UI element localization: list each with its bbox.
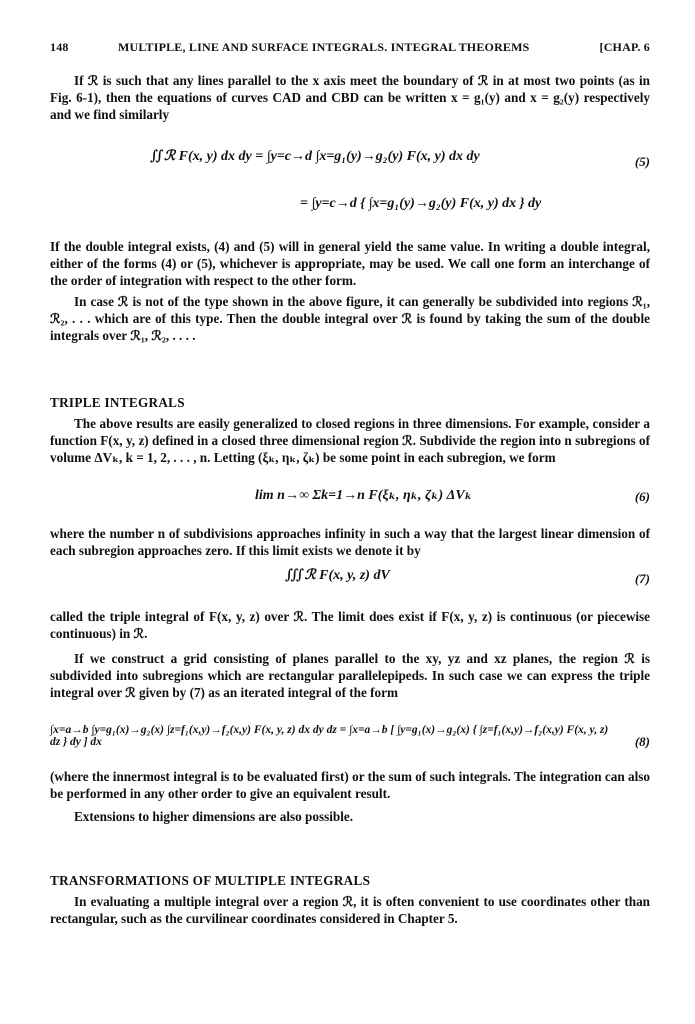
paragraph-7: If we construct a grid consisting of planes parallel to the xy, yz and xz planes, the region ℛ is subdivided into subregions which are rectangular parallelepipeds. In such case we can express the triple integral over ℛ given by (7) as an iterated integral of the form: [50, 651, 650, 700]
paragraph-8: (where the innermost integral is to be evaluated first) or the sum of such integrals. The integration can also be performed in any other order to give an equivalent result.: [50, 769, 650, 801]
paragraph-9: Extensions to higher dimensions are also possible.: [74, 809, 354, 824]
chapter-label: [CHAP. 6: [599, 40, 650, 54]
paragraph-4: The above results are easily generalized to closed regions in three dimensions. For example, consider a function F(x, y, z) defined in a closed three dimensional region ℛ. Subdivide the region into n subregions of volume ΔVₖ, k = 1, 2, . . . , n. Letting (ξₖ, ηₖ, ζₖ) be some point in each subregion, we form: [50, 416, 650, 465]
equation-number-8: (8): [634, 734, 650, 749]
page-number: 148: [50, 40, 69, 54]
equation-7-text: ∭ℛ F(x, y, z) dV: [285, 568, 390, 583]
equation-5a: [150, 148, 650, 184]
equation-8-text: ∫x=a→b ∫y=g₁(x)→g₂(x) ∫z=f₁(x,y)→f₂(x,y) F(x, y, z) dx dy dz = ∫x=a→b [ ∫y=g₁(x)→g₂(x) { ∫z=f₁(x,y)→f₂(x,y) F(x, y, z) dz } dy ] dx: [50, 724, 609, 748]
equation-number-5: (5): [634, 154, 650, 169]
paragraph-2: If the double integral exists, (4) and (5) will in general yield the same value. In writing a double integral, either of the forms (4) or (5), whichever is appropriate, may be used. We call one form an interchange of the order of integration with respect to the other form.: [50, 239, 650, 288]
paragraph-1: If ℛ is such that any lines parallel to the x axis meet the boundary of ℛ in at most two points (as in Fig. 6-1), then the equations of curves CAD and CBD can be written x = g₁(y) and x = g₂(y) respectively and we find similarly: [50, 73, 650, 122]
equation-6: [255, 487, 650, 517]
heading-transformations: TRANSFORMATIONS OF MULTIPLE INTEGRALS: [50, 873, 371, 888]
equation-6-text: lim n→∞ Σk=1→n F(ξₖ, ηₖ, ζₖ) ΔVₖ: [255, 488, 473, 503]
equation-number-7: (7): [634, 571, 650, 586]
paragraph-10: In evaluating a multiple integral over a region ℛ, it is often convenient to use coordinates other than rectangular, such as the curvilinear coordinates considered in Chapter 5.: [50, 894, 650, 926]
equation-8: [50, 724, 650, 764]
running-title: MULTIPLE, LINE AND SURFACE INTEGRALS. INTEGRAL THEOREMS: [118, 40, 530, 54]
paragraph-5: where the number n of subdivisions approaches infinity in such a way that the largest linear dimension of each subregion approaches zero. If this limit exists we denote it by: [50, 526, 650, 558]
paragraph-3: In case ℛ is not of the type shown in the above figure, it can generally be subdivided into regions ℛ₁, ℛ₂, . . . which are of this type. Then the double integral over ℛ is found by taking the sum of the double integrals over ℛ₁, ℛ₂, . . . .: [50, 294, 650, 343]
page-header: [50, 40, 650, 58]
equation-number-6: (6): [634, 489, 650, 504]
equation-5a-text: ∬ℛ F(x, y) dx dy = ∫y=c→d ∫x=g₁(y)→g₂(y) F(x, y) dx dy: [150, 149, 480, 164]
equation-5b-text: = ∫y=c→d { ∫x=g₁(y)→g₂(y) F(x, y) dx } dy: [300, 196, 542, 211]
heading-triple-integrals: TRIPLE INTEGRALS: [50, 395, 185, 410]
equation-5b: [300, 196, 650, 232]
paragraph-6: called the triple integral of F(x, y, z) over ℛ. The limit does exist if F(x, y, z) is continuous (or piecewise continuous) in ℛ.: [50, 609, 650, 641]
equation-7: [285, 567, 650, 603]
